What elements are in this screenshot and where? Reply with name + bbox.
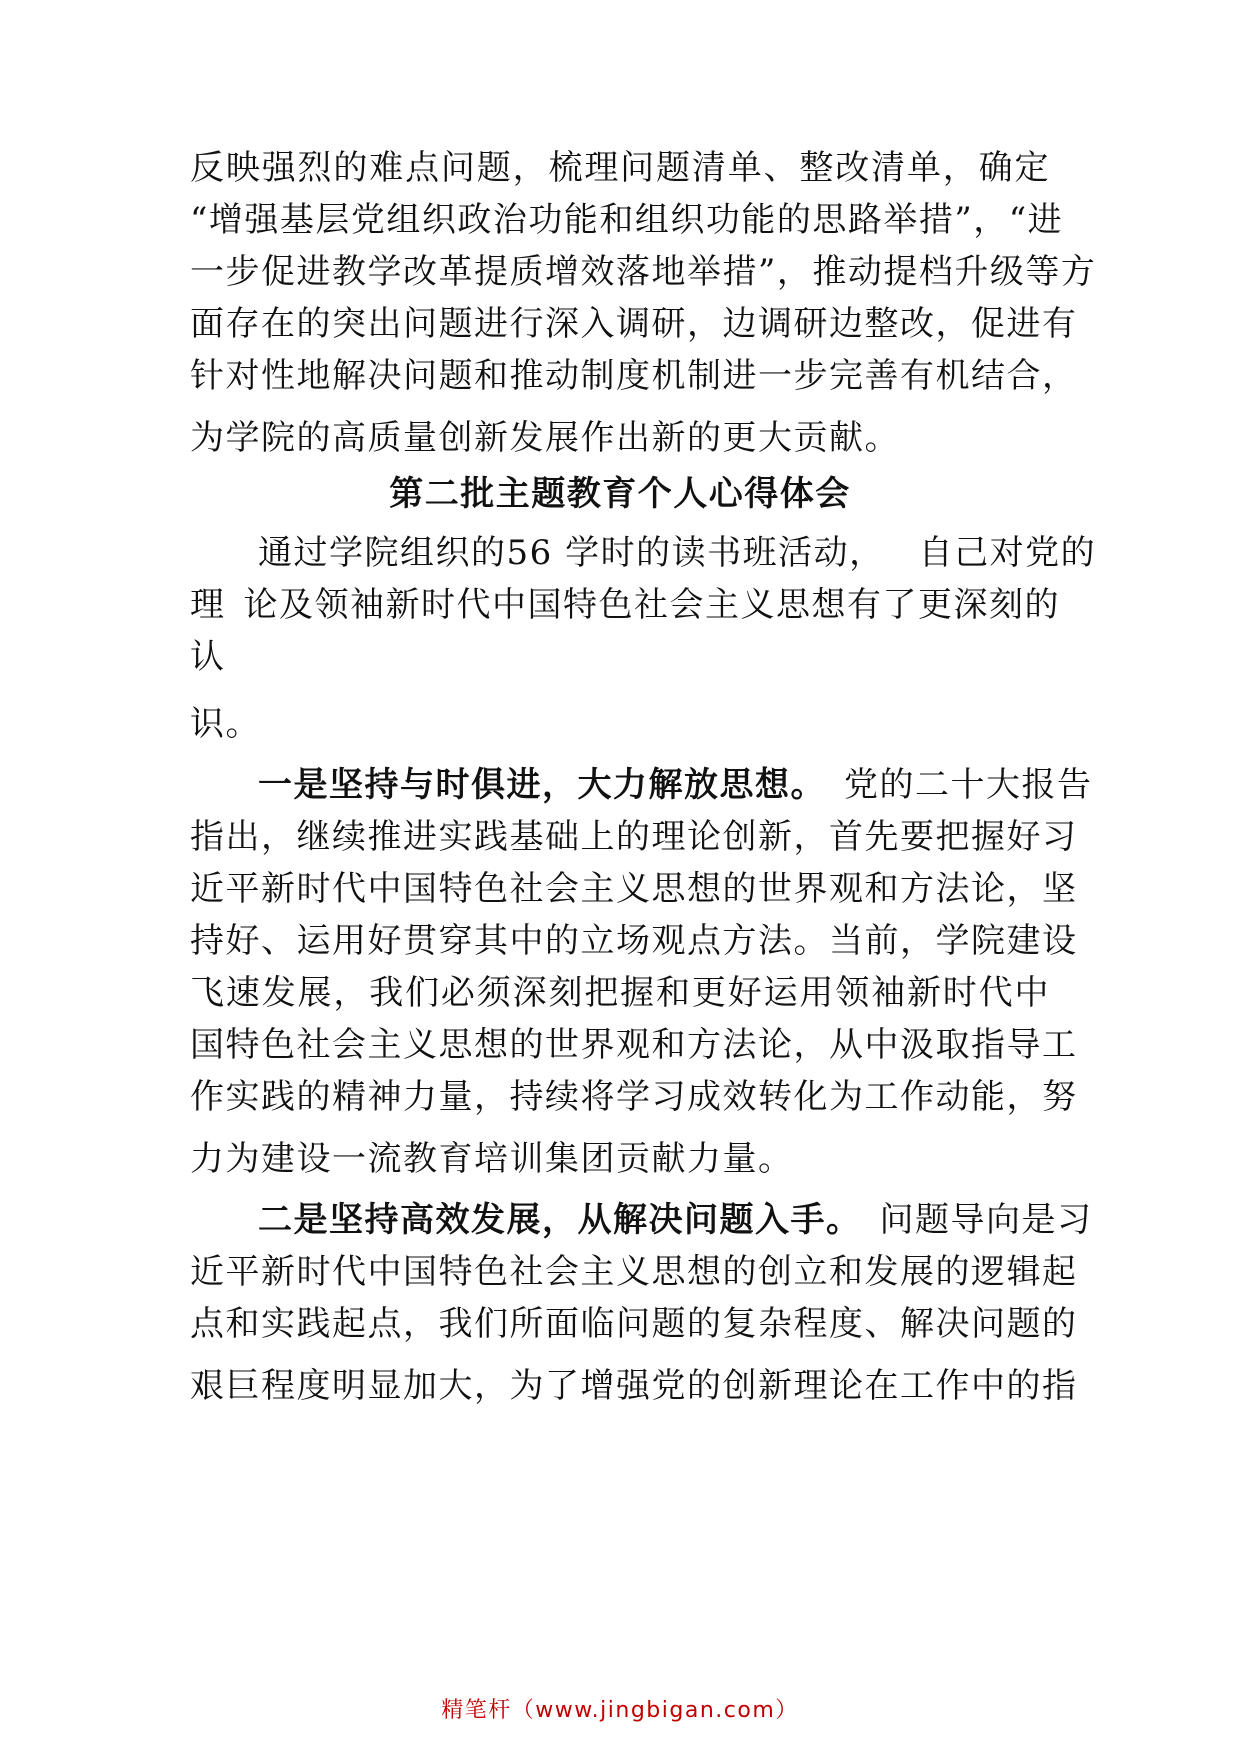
paragraph-3-line-1-rest: 党的二十大报告 xyxy=(844,765,1093,805)
paragraph-4-line-3: 点和实践起点，我们所面临问题的复杂程度、解决问题的 xyxy=(190,1304,1078,1344)
paragraph-3-line-3: 近平新时代中国特色社会主义思想的世界观和方法论，坚 xyxy=(190,869,1078,909)
paragraph-3-lead: 一是坚持与时俱进，大力解放思想。 xyxy=(258,765,826,805)
paragraph-3-line-8: 力为建设一流教育培训集团贡献力量。 xyxy=(190,1139,794,1179)
paragraph-4-line-1-rest: 问题导向是习 xyxy=(879,1200,1093,1240)
paragraph-4-line-2: 近平新时代中国特色社会主义思想的创立和发展的逻辑起 xyxy=(190,1252,1078,1292)
paragraph-1-line-4: 面存在的突出问题进行深入调研，边调研边整改，促进有 xyxy=(190,304,1078,344)
paragraph-3-line-2: 指出，继续推进实践基础上的理论创新，首先要把握好习 xyxy=(190,817,1078,857)
paragraph-1-line-2: “增强基层党组织政治功能和组织功能的思路举措”，“进 xyxy=(190,200,1064,240)
paragraph-3-line-5: 飞速发展，我们必须深刻把握和更好运用领袖新时代中 xyxy=(190,973,1050,1013)
paragraph-4-line-4: 艰巨程度明显加大，为了增强党的创新理论在工作中的指 xyxy=(190,1366,1078,1406)
paragraph-1-line-1: 反映强烈的难点问题，梳理问题清单、整改清单，确定 xyxy=(190,148,1050,188)
paragraph-2-line-4: 识。 xyxy=(190,704,261,744)
paragraph-2-line-2-part-b: 论及领袖新时代中国特色社会主义思想有了更深刻的 xyxy=(243,585,1060,625)
paragraph-2-line-1-part-b: 自己对党的 xyxy=(918,533,1097,573)
paragraph-2-line-1-part-a: 通过学院组织的56 学时的读书班活动， xyxy=(258,533,885,573)
footer-watermark: 精笔杆（www.jingbigan.com） xyxy=(441,1698,799,1723)
paragraph-4-lead: 二是坚持高效发展，从解决问题入手。 xyxy=(258,1200,862,1240)
paragraph-1-line-6: 为学院的高质量创新发展作出新的更大贡献。 xyxy=(190,418,900,458)
paragraph-1-line-3: 一步促进教学改革提质增效落地举措”，推动提档升级等方 xyxy=(190,252,1097,292)
paragraph-4-line-1 xyxy=(258,1192,1093,1241)
paragraph-1-line-5: 针对性地解决问题和推动制度机制进一步完善有机结合， xyxy=(190,356,1078,396)
paragraph-2-line-1 xyxy=(258,525,1096,574)
paragraph-3-line-6: 国特色社会主义思想的世界观和方法论，从中汲取指导工 xyxy=(190,1025,1078,1065)
paragraph-2-line-2 xyxy=(190,577,1060,626)
paragraph-3-line-7: 作实践的精神力量，持续将学习成效转化为工作动能，努 xyxy=(190,1077,1078,1117)
paragraph-2-line-2-part-a: 理 xyxy=(190,585,226,625)
paragraph-2-line-3: 认 xyxy=(190,637,226,677)
paragraph-3-line-4: 持好、运用好贯穿其中的立场观点方法。当前，学院建设 xyxy=(190,921,1078,961)
paragraph-3-line-1 xyxy=(258,757,1093,806)
section-title: 第二批主题教育个人心得体会 xyxy=(389,474,851,514)
